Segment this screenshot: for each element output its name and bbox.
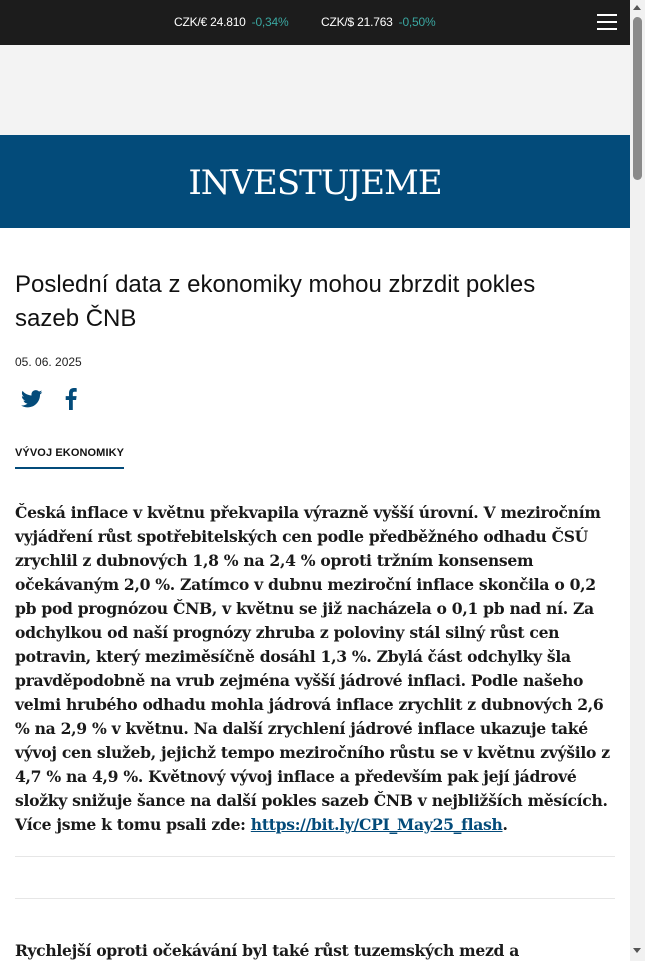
ticker-usd-change: -0,50% [398, 15, 436, 29]
facebook-icon[interactable] [58, 386, 84, 412]
article-date: 05. 06. 2025 [15, 355, 82, 369]
article-title: Poslední data z ekonomiky mohou zbrzdit pokles sazeb ČNB [15, 271, 536, 332]
scroll-up-arrow[interactable] [633, 5, 641, 10]
ticker-usd-label: CZK/$ 21.763 [321, 15, 393, 29]
ad-placeholder [0, 45, 630, 135]
scroll-down-arrow[interactable] [633, 948, 641, 953]
ticker-eur-change: -0,34% [251, 15, 289, 29]
top-bar [0, 0, 630, 45]
page-scrollbar[interactable] [630, 0, 645, 961]
ticker-eur-label: CZK/€ 24.810 [174, 15, 246, 29]
article-paragraph [15, 501, 617, 837]
paragraph-text: Česká inflace v květnu překvapila výrazně vyšší úrovní. V meziročním vyjádření růst spotřebitelských cen podle předběžného odhadu ČSÚ zrychlil z dubnových 1,8 % na 2,4 % oproti tržním konsensem očekávaným 2,0 %. Zatímco v dubnu meziroční inflace skončila o 0,2 pb pod prognózou ČNB, v květnu se již nacházela o 0,1 pb nad ní. Za odchylkou od naší prognózy zhruba z poloviny stál silný růst cen potravin, který meziměsíčně dosáhl 1,3 %. Zbylá část odchylky šla pravděpodobně na vrub zejména vyšší jádrové inflaci. Podle našeho velmi hrubého odhadu mohla jádrová inflace zrychlit z dubnových 2,6 % na 2,9 % v květnu. Na další zrychlení jádrové inflace ukazuje také vývoj cen služeb, jejichž tempo meziročního růstu se v květnu zvýšilo z 4,7 % na 4,9 %. Květnový vývoj inflace a především pak její jádrové složky snižuje šance na další pokles sazeb ČNB v nejbližších měsících. Více jsme k tomu psali zde: [15, 503, 610, 834]
site-logo[interactable]: INVESTUJEME [188, 163, 442, 203]
link-suffix: . [502, 815, 508, 834]
ticker-usd[interactable] [321, 15, 435, 29]
hamburger-icon[interactable] [597, 14, 617, 31]
source-link[interactable]: https://bit.ly/CPI_May25_flash [250, 815, 503, 834]
brand-banner [0, 135, 630, 228]
divider [15, 898, 615, 899]
twitter-icon[interactable] [19, 386, 45, 412]
article-paragraph-2: Rychlejší oproti očekávání byl také růst tuzemských mezd a [15, 941, 520, 960]
category-tag[interactable]: VÝVOJ EKONOMIKY [15, 447, 124, 469]
scroll-thumb[interactable] [633, 17, 642, 180]
divider [15, 856, 615, 857]
ticker-eur[interactable] [174, 15, 288, 29]
